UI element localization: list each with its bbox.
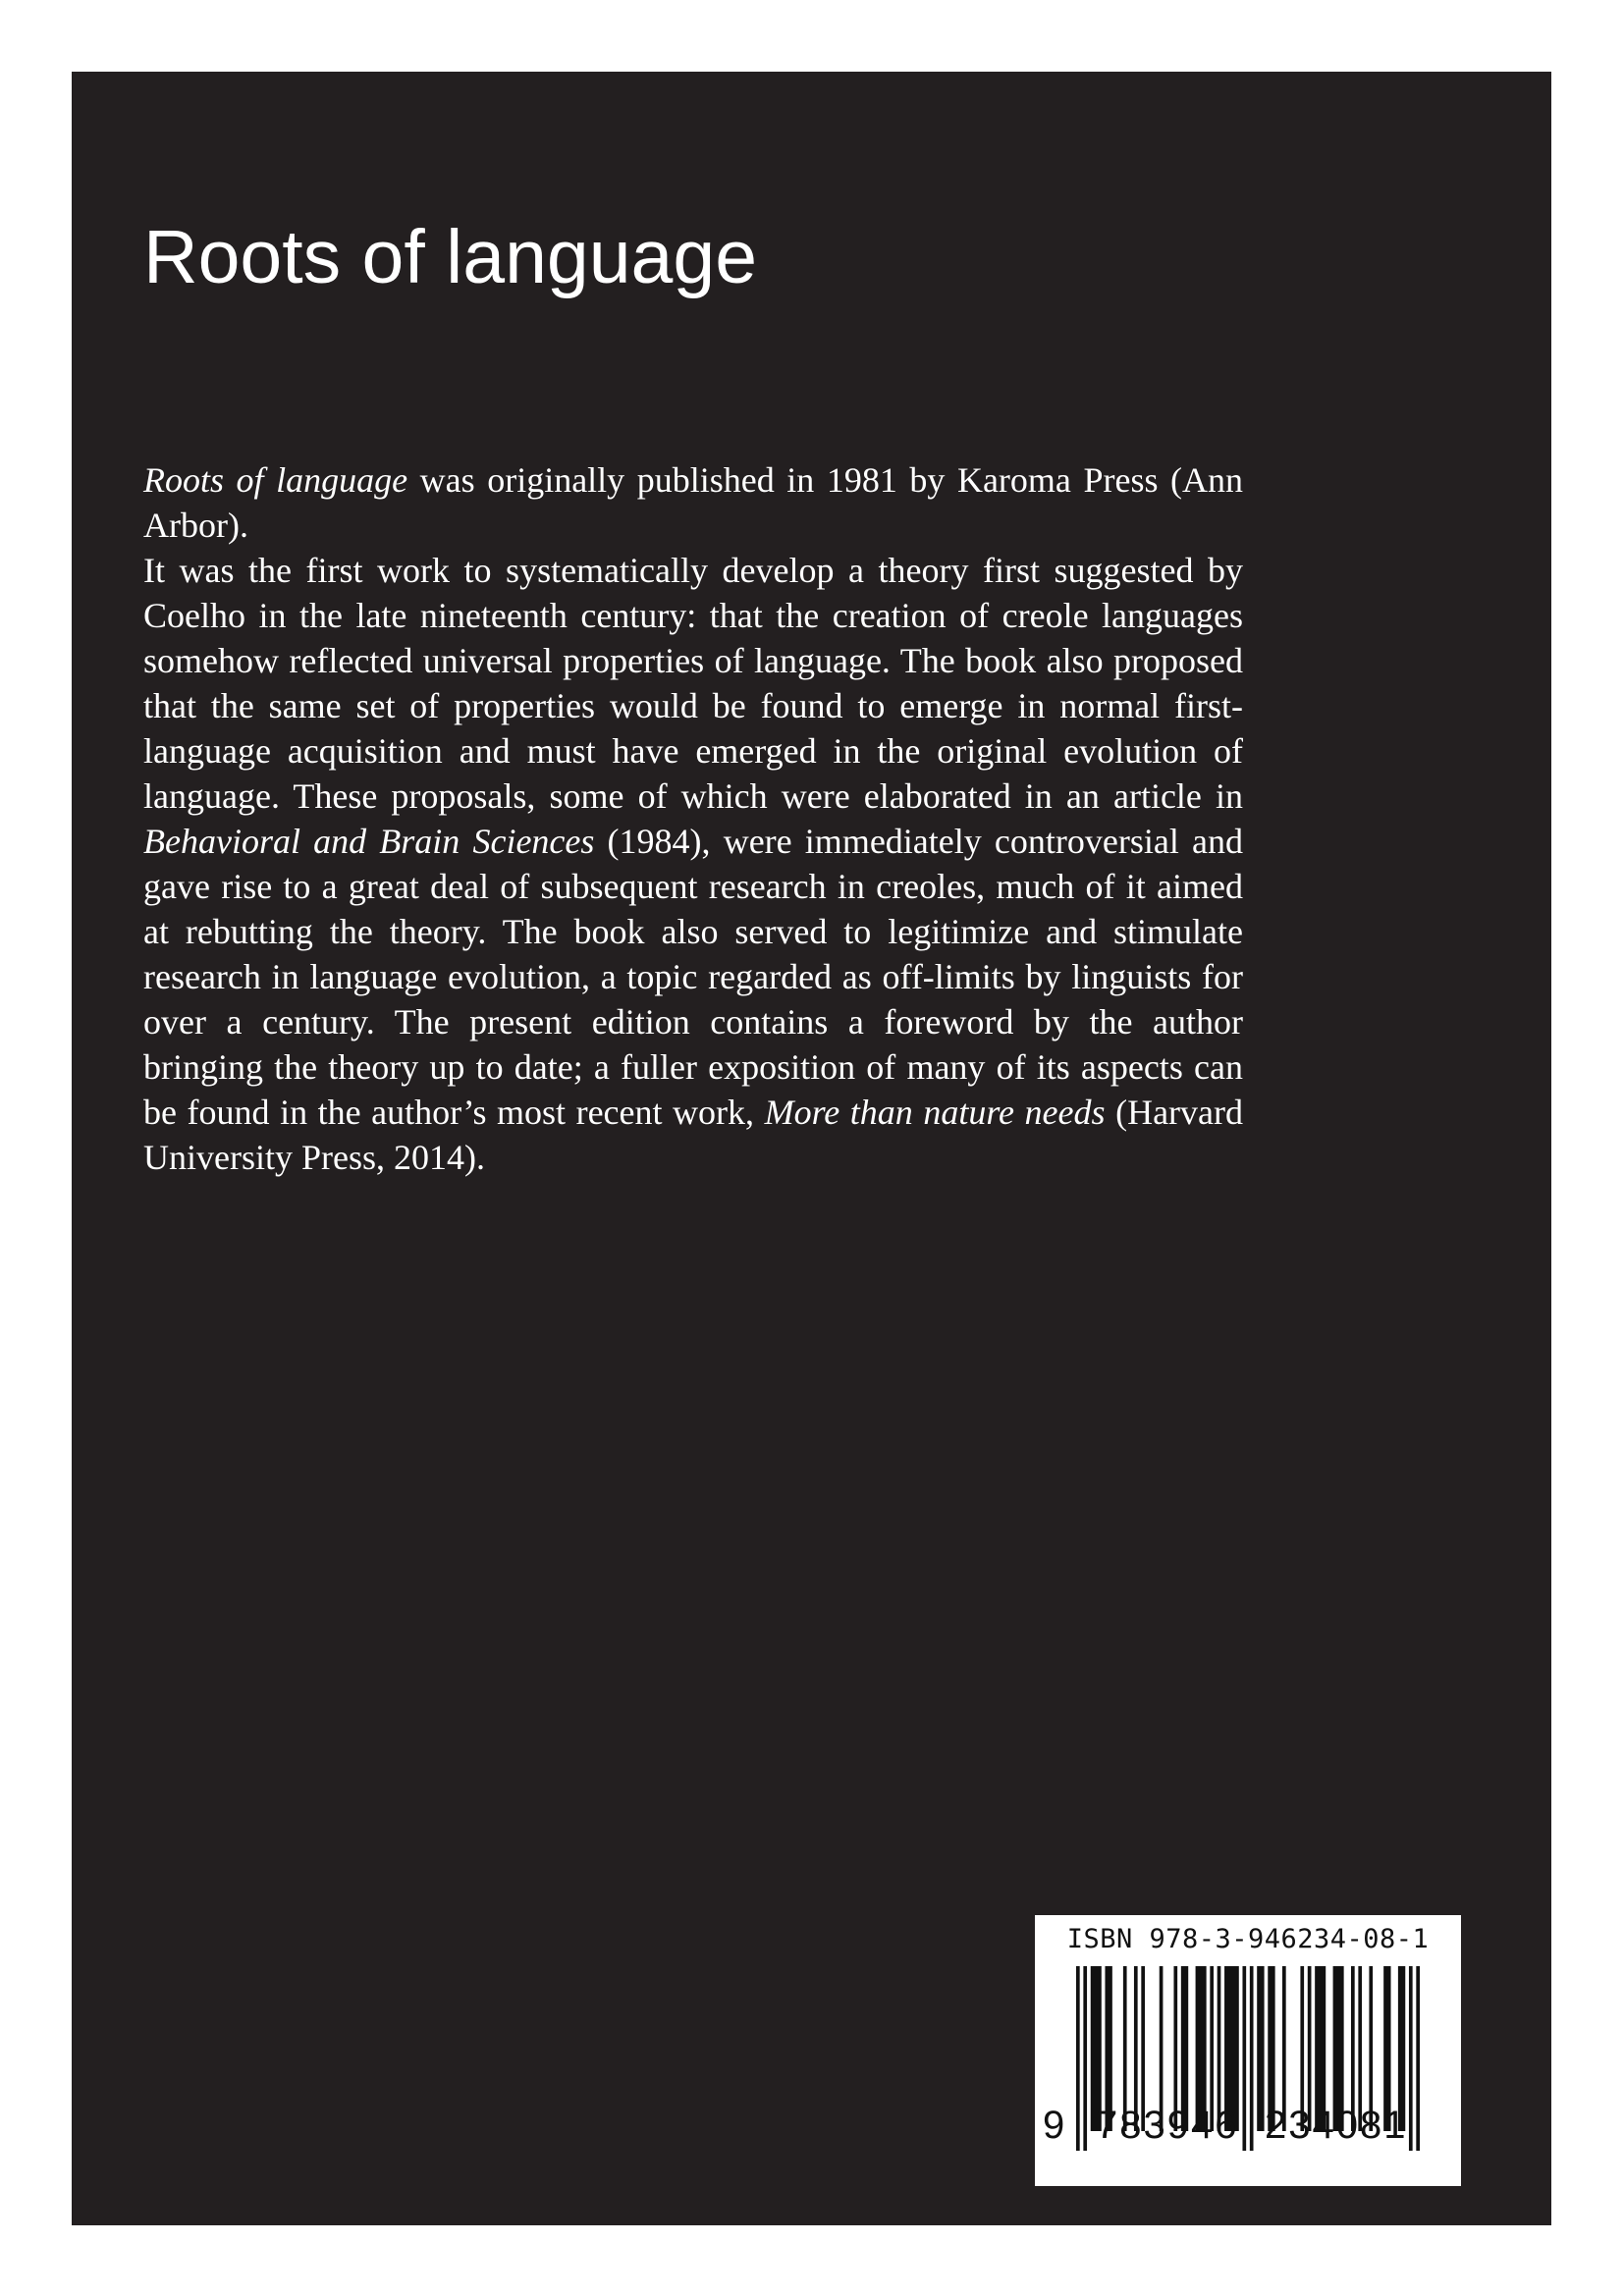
- barcode-first-digit: 9: [1043, 2104, 1065, 2147]
- barcode-bar: [1409, 1966, 1413, 2151]
- description-paragraph-1: [143, 457, 1243, 548]
- barcode-bar: [1250, 1966, 1254, 2151]
- publication-note: was originally published in 1981 by Karoma Press (Ann Arbor).: [143, 460, 1244, 545]
- back-cover: [72, 72, 1551, 2225]
- book-description: [143, 457, 1243, 1180]
- barcode-bar: [1242, 1966, 1246, 2151]
- description-text-1: It was the first work to systematically develop a theory first suggested by Coelho in the late nineteenth century: that the creation of creole languages somehow reflected universal properties of language. The book also proposed that the same set of properties would be found to emerge in normal first-language acquisition and must have emerged in the original evolution of language. These proposals, some of which were elaborated in an article in: [143, 551, 1243, 816]
- barcode-bar: [1083, 1966, 1087, 2151]
- barcode-left-digits: 783946: [1096, 2104, 1239, 2147]
- recent-work-title: More than nature needs: [764, 1093, 1106, 1132]
- barcode-bar: [1257, 1966, 1264, 2131]
- barcode-right-digits: 234081: [1265, 2104, 1408, 2147]
- description-text-3: (Harvard University Press, 2014).: [143, 1093, 1244, 1177]
- barcode-bar: [1416, 1966, 1420, 2151]
- isbn-label: ISBN 978-3-946234-08-1: [1066, 1924, 1430, 1954]
- barcode-bar: [1076, 1966, 1080, 2151]
- journal-title: Behavioral and Brain Sciences: [143, 822, 595, 861]
- description-text-2: (1984), were immediately controversial and gave rise to a great deal of subsequent research in creoles, much of it aimed at rebutting the theory. The book also served to legitimize and stimulate research in language evolution, a topic regarded as off-limits by linguists for over a century. The present edition contains a foreword by the author bringing the theory up to date; a fuller exposition of many of its aspects can be found in the author’s most recent work,: [143, 822, 1243, 1132]
- book-title-italic: Roots of language: [143, 460, 408, 500]
- description-paragraph-2: [143, 548, 1243, 1180]
- isbn-barcode-block: [1035, 1915, 1461, 2186]
- book-title: Roots of language: [143, 215, 758, 299]
